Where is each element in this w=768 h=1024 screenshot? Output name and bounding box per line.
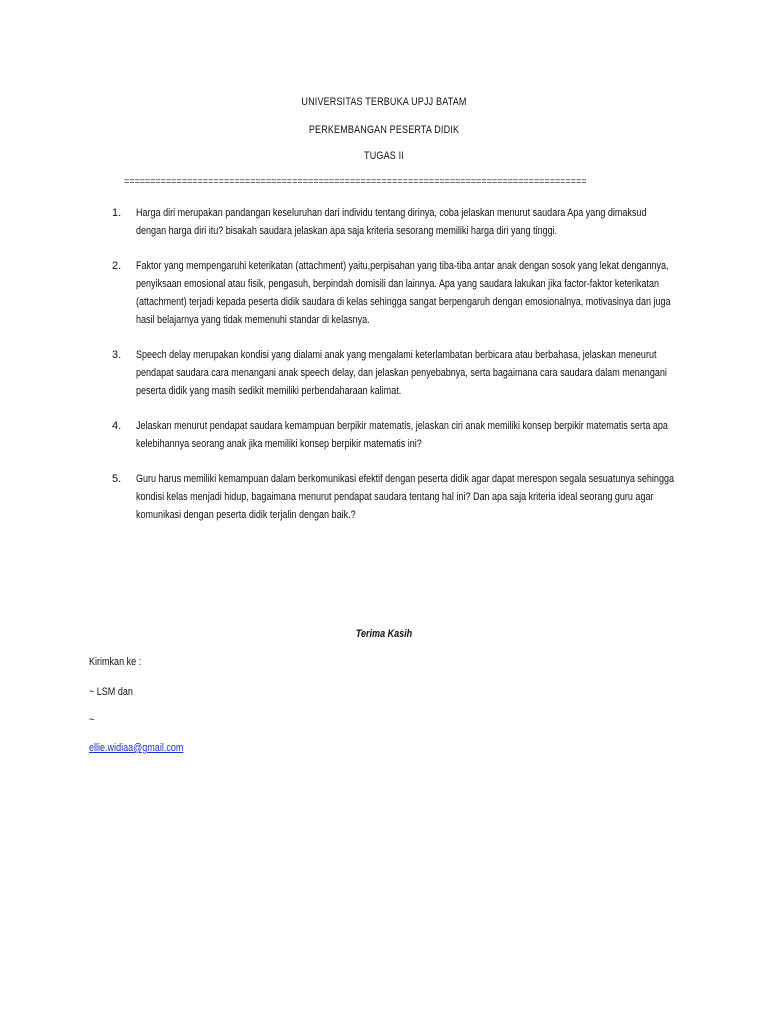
question-item (112, 417, 682, 453)
question-number: 3. (112, 349, 122, 361)
question-list (112, 204, 682, 541)
recipient-line: ~ LSM dan (89, 686, 133, 698)
question-item (112, 470, 682, 524)
question-item (112, 257, 682, 329)
question-number: 2. (112, 260, 122, 272)
thanks-text: Terima Kasih (355, 628, 413, 640)
question-text: Guru harus memiliki kemampuan dalam berkomunikasi efektif dengan peserta didik agar dapat merespon segala sesuatunya sehingga kondisi kelas menjadi hidup, bagaimana menurut pendapat saudara tentang hal ini? Dan apa saja kriteria ideal seorang guru agar komunikasi dengan peserta didik terjalin dengan baik.? (136, 473, 675, 521)
question-number: 4. (112, 420, 122, 432)
course-title: PERKEMBANGAN PESERTA DIDIK (308, 124, 460, 136)
question-text: Jelaskan menurut pendapat saudara kemampuan berpikir matematis, jelaskan ciri anak memiliki konsep berpikir matematis serta apa kelebihannya seorang anak jika memiliki konsep berpikir matematis ini? (136, 420, 668, 450)
question-item (112, 346, 682, 400)
question-number: 1. (112, 207, 122, 219)
email-link[interactable]: ellie.widiaa@gmail.com (89, 742, 184, 754)
question-text: Harga diri merupakan pandangan keseluruhan dari individu tentang dirinya, coba jelaskan menurut saudara Apa yang dimaksud dengan harga diri itu? bisakah saudara jelaskan apa saja kriteria sesorang memiliki harga diri yang tinggi. (136, 207, 647, 237)
question-text: Speech delay merupakan kondisi yang dialami anak yang mengalami keterlambatan berbicara atau berbahasa, jelaskan meneurut pendapat saudara cara menangani anak speech delay, dan jelaskan penyebabnya, serta bagaimana cara saudara dalam menangani peserta didik yang masih sedikit memiliki perbendaharaan kalimat. (136, 349, 667, 397)
assignment-title: TUGAS II (364, 150, 404, 162)
header-divider: ======================================================================================== (124, 176, 587, 186)
question-item (112, 204, 682, 240)
send-to-label: Kirimkan ke : (89, 656, 142, 668)
recipient-line: ~ (89, 714, 95, 726)
question-text: Faktor yang mempengaruhi keterikatan (attachment) yaitu,perpisahan yang tiba-tiba antar anak dengan sosok yang lekat dengannya, penyiksaan emosional atau fisik, pengasuh, berpindah domisili dan lainnya. Apa yang saudara lakukan jika factor-faktor keterikatan (attachment) terjadi kepada peserta didik saudara di kelas sehingga sangat berpengaruh dengan emosionalnya, motivasinya dan juga hasil belajarnya yang tidak memenuhi standar di kelasnya. (136, 260, 671, 326)
question-number: 5. (112, 473, 122, 485)
university-title: UNIVERSITAS TERBUKA UPJJ BATAM (301, 96, 467, 108)
